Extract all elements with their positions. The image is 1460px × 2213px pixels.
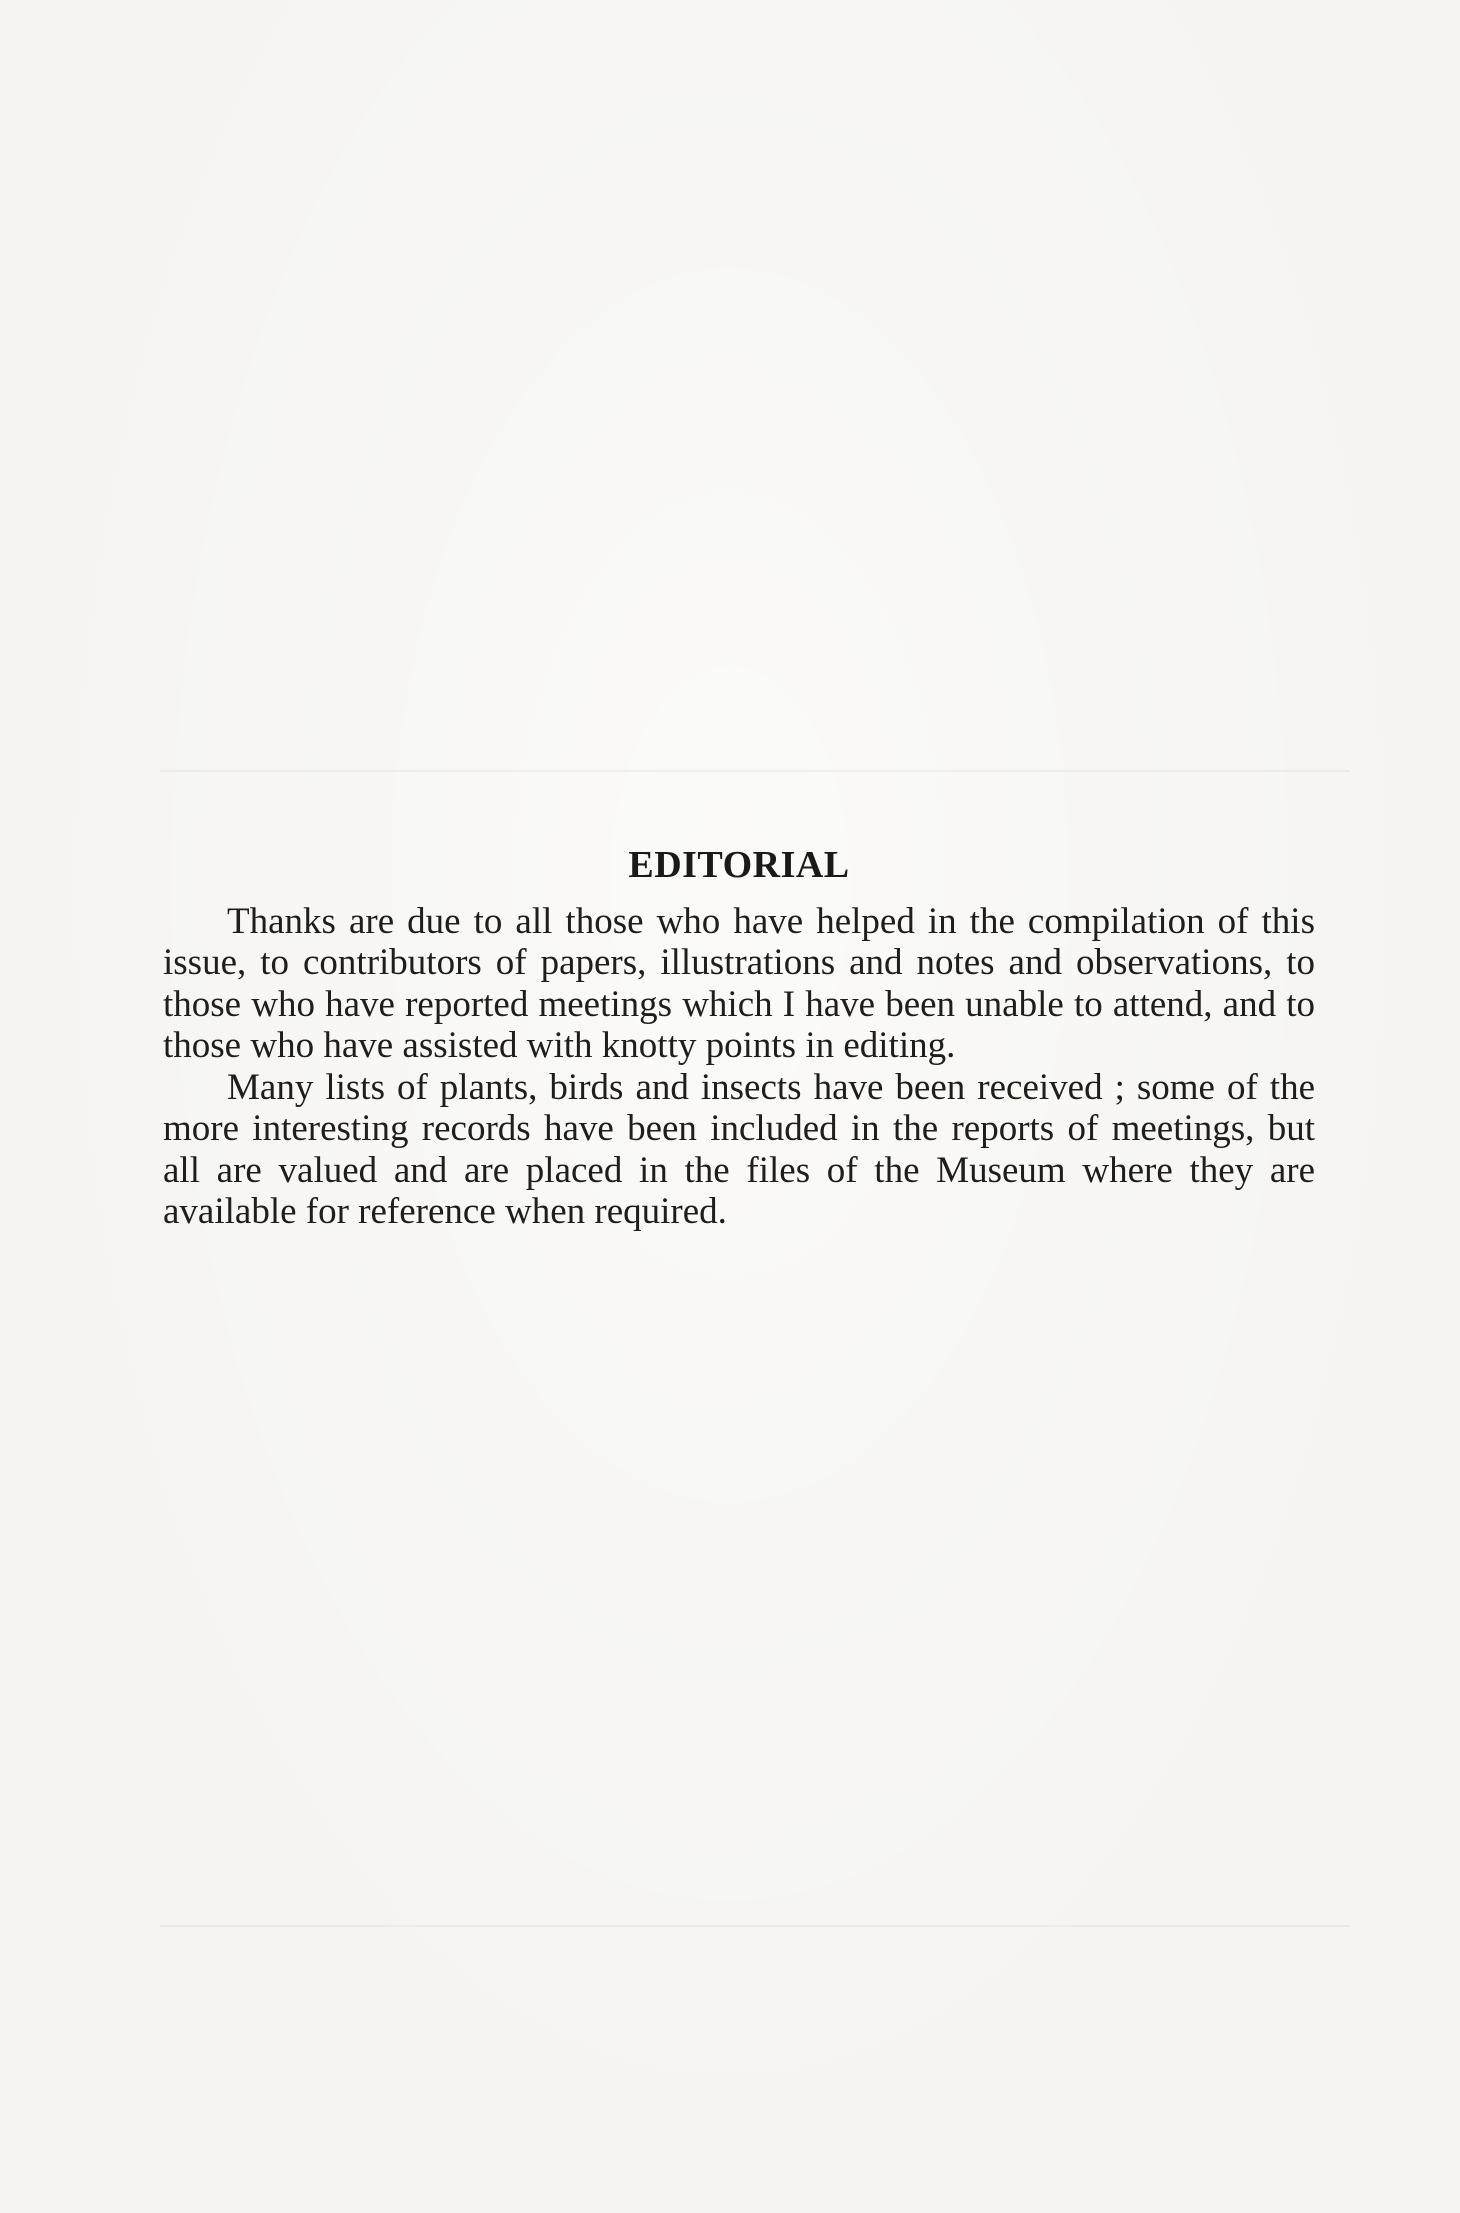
show-through-rule-top [160, 770, 1350, 772]
editorial-section [163, 843, 1315, 1233]
editorial-heading: EDITORIAL [628, 844, 850, 886]
show-through-rule-bottom [160, 1925, 1350, 1927]
editorial-paragraph-1: Thanks are due to all those who have helped in the compilation of this issue, to contributors of papers, illustrations and notes and observations, to those who have reported meetings which I have been unable to attend, and to those who have assisted with knotty points in editing. [163, 900, 1315, 1067]
editorial-paragraph-2: Many lists of plants, birds and insects have been received ; some of the more interesting records have been included in the reports of meetings, but all are valued and are placed in the files of the Museum where they are available for reference when required. [163, 1066, 1315, 1233]
